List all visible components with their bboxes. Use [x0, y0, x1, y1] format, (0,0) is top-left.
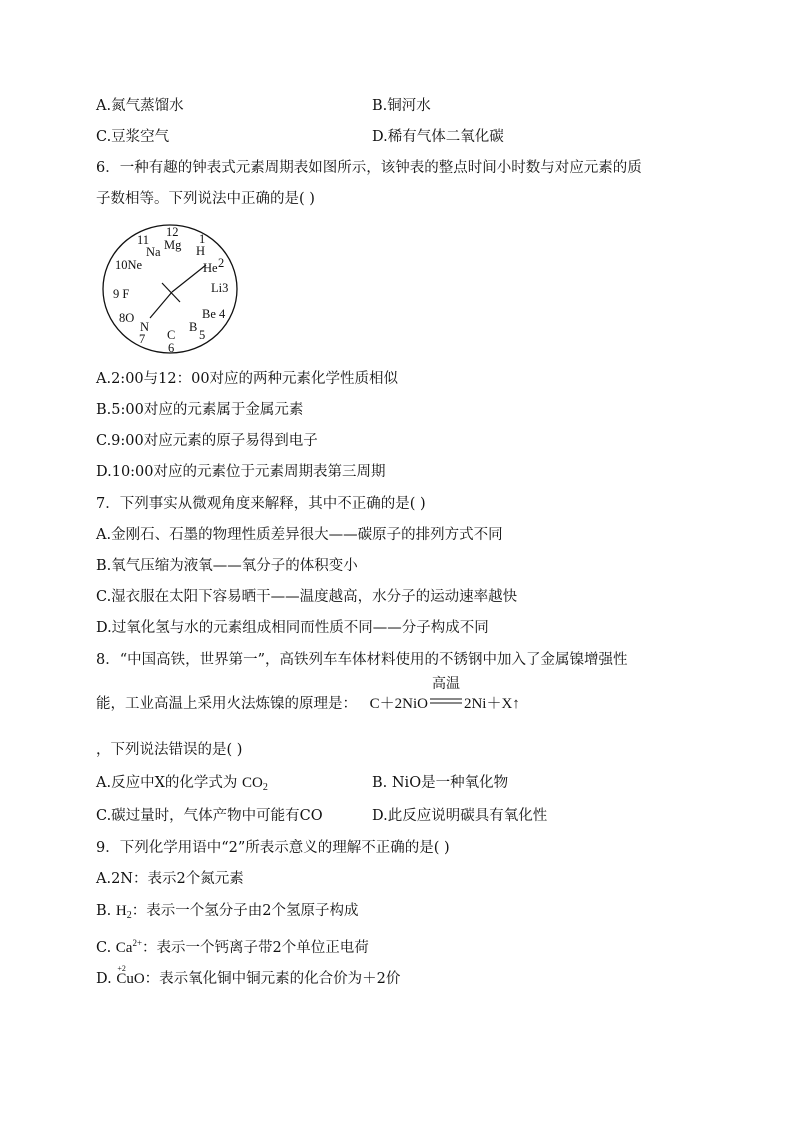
formula-h: H: [115, 903, 127, 919]
q9-option-c-formula: [116, 940, 142, 956]
q9-option-b-text: ：表示一个氢分子由2个氢原子构成: [131, 903, 359, 919]
clock-label-mg: Mg: [164, 238, 182, 252]
q6-option-c: C.9:00对应元素的原子易得到电子: [96, 433, 318, 449]
q8-option-b: B. NiO是一种氧化物: [372, 775, 509, 791]
clock-label-li: Li3: [211, 281, 229, 295]
clock-hand-hour: [150, 292, 172, 318]
formula-ca: Ca: [115, 940, 133, 956]
clock-label-11: 11: [137, 233, 150, 247]
q9-option-d-text: ：表示氧化铜中铜元素的化合价为＋2价: [144, 971, 401, 987]
q9-option-b-prefix: B.: [96, 903, 112, 919]
q8-equation-condition: 高温: [431, 676, 460, 692]
q9-stem: 9．下列化学用语中“2”所表示意义的理解不正确的是( ): [96, 840, 450, 856]
q6-stem-line2: 子数相等。下列说法中正确的是( ): [96, 191, 315, 207]
q6-option-d: D.10:00对应的元素位于元素周期表第三周期: [96, 464, 386, 480]
q5-option-a: A.氮气蒸馏水: [96, 98, 184, 114]
q8-stem-line1: 8．“中国高铁，世界第一”，高铁列车车体材料使用的不锈钢中加入了金属镍增强性: [96, 652, 628, 668]
clock-label-12: 12: [166, 225, 179, 239]
q9-option-c-text: ：表示一个钙离子带2个单位正电荷: [142, 940, 369, 956]
q6-option-b: B.5:00对应的元素属于金属元素: [96, 402, 304, 418]
formula-subscript: 2: [262, 782, 268, 793]
formula-co: CO: [242, 775, 263, 791]
clock-label-he: He: [203, 261, 218, 275]
clock-label-f: 9 F: [113, 287, 130, 301]
q8-stem-line2: [96, 676, 520, 714]
q9-option-b: [96, 901, 358, 926]
q6-stem-line1: 6．一种有趣的钟表式元素周期表如图所示，该钟表的整点时间小时数与对应元素的质: [96, 160, 642, 176]
clock-hand-minute: [172, 265, 206, 292]
clock-label-1: 1: [199, 232, 206, 246]
clock-label-h: H: [196, 244, 206, 258]
q9-option-d-prefix: D.: [96, 971, 112, 987]
clock-label-b: B: [189, 320, 198, 334]
clock-label-ne: 10Ne: [115, 258, 143, 272]
q5-option-b: B.铜河水: [372, 98, 431, 114]
q9-option-d: [96, 964, 401, 989]
valence-mark: +2: [117, 964, 126, 973]
formula-subscript: 2: [126, 910, 132, 921]
q8-stem-line3: ，下列说法错误的是( ): [96, 742, 243, 758]
q7-option-d: D.过氧化氢与水的元素组成相同而性质不同——分子构成不同: [96, 620, 489, 636]
q6-option-a: A.2:00与12：00对应的两种元素化学性质相似: [96, 371, 399, 387]
clock-label-c: C: [167, 328, 176, 342]
q7-option-b: B.氧气压缩为液氧——氧分子的体积变小: [96, 558, 358, 574]
clock-label-5: 5: [199, 328, 206, 342]
q9-option-c-prefix: C.: [96, 940, 112, 956]
q9-option-c: [96, 933, 369, 958]
clock-label-6: 6: [168, 341, 175, 355]
clock-label-2: 2: [218, 256, 225, 270]
q8-option-a-formula: [242, 775, 268, 791]
q9-option-b-formula: [116, 903, 132, 919]
clock-label-be: Be 4: [202, 307, 226, 321]
q8-equation-right: 2Ni＋X↑: [463, 696, 520, 712]
formula-superscript: 2+: [132, 938, 143, 948]
q8-equation: [369, 676, 520, 712]
q8-option-a-text: A.反应中X的化学式为: [96, 775, 238, 791]
q8-option-d: D.此反应说明碳具有氧化性: [372, 808, 548, 824]
clock-label-n: N: [140, 320, 150, 334]
q8-option-a: [96, 773, 268, 798]
q5-option-c: C.豆浆空气: [96, 129, 170, 145]
element-clock-figure: [100, 222, 240, 358]
q9-option-a: A.2N：表示2个氮元素: [96, 871, 244, 887]
q8-option-c: C.碳过量时，气体产物中可能有CO: [96, 808, 323, 824]
q8-equation-left: C＋2NiO: [369, 696, 428, 712]
q7-option-c: C.湿衣服在太阳下容易晒干——温度越高，水分子的运动速率越快: [96, 589, 518, 605]
equals-sign-icon: [430, 696, 462, 706]
formula-cuo: CuO: [116, 971, 145, 987]
q7-option-a: A.金刚石、石墨的物理性质差异很大——碳原子的排列方式不同: [96, 527, 503, 543]
q5-option-d: D.稀有气体二氧化碳: [372, 129, 504, 145]
q8-equation-arrow: [430, 676, 462, 714]
clock-label-na: Na: [146, 245, 161, 259]
q8-stem-line2-text: 能，工业高温上采用火法炼镍的原理是：: [96, 696, 357, 712]
clock-label-o: 8O: [119, 311, 135, 325]
clock-hand-tick: [162, 283, 180, 302]
q9-option-d-formula: [116, 964, 145, 989]
clock-label-7: 7: [139, 332, 146, 346]
q7-stem: 7．下列事实从微观角度来解释，其中不正确的是( ): [96, 496, 426, 512]
